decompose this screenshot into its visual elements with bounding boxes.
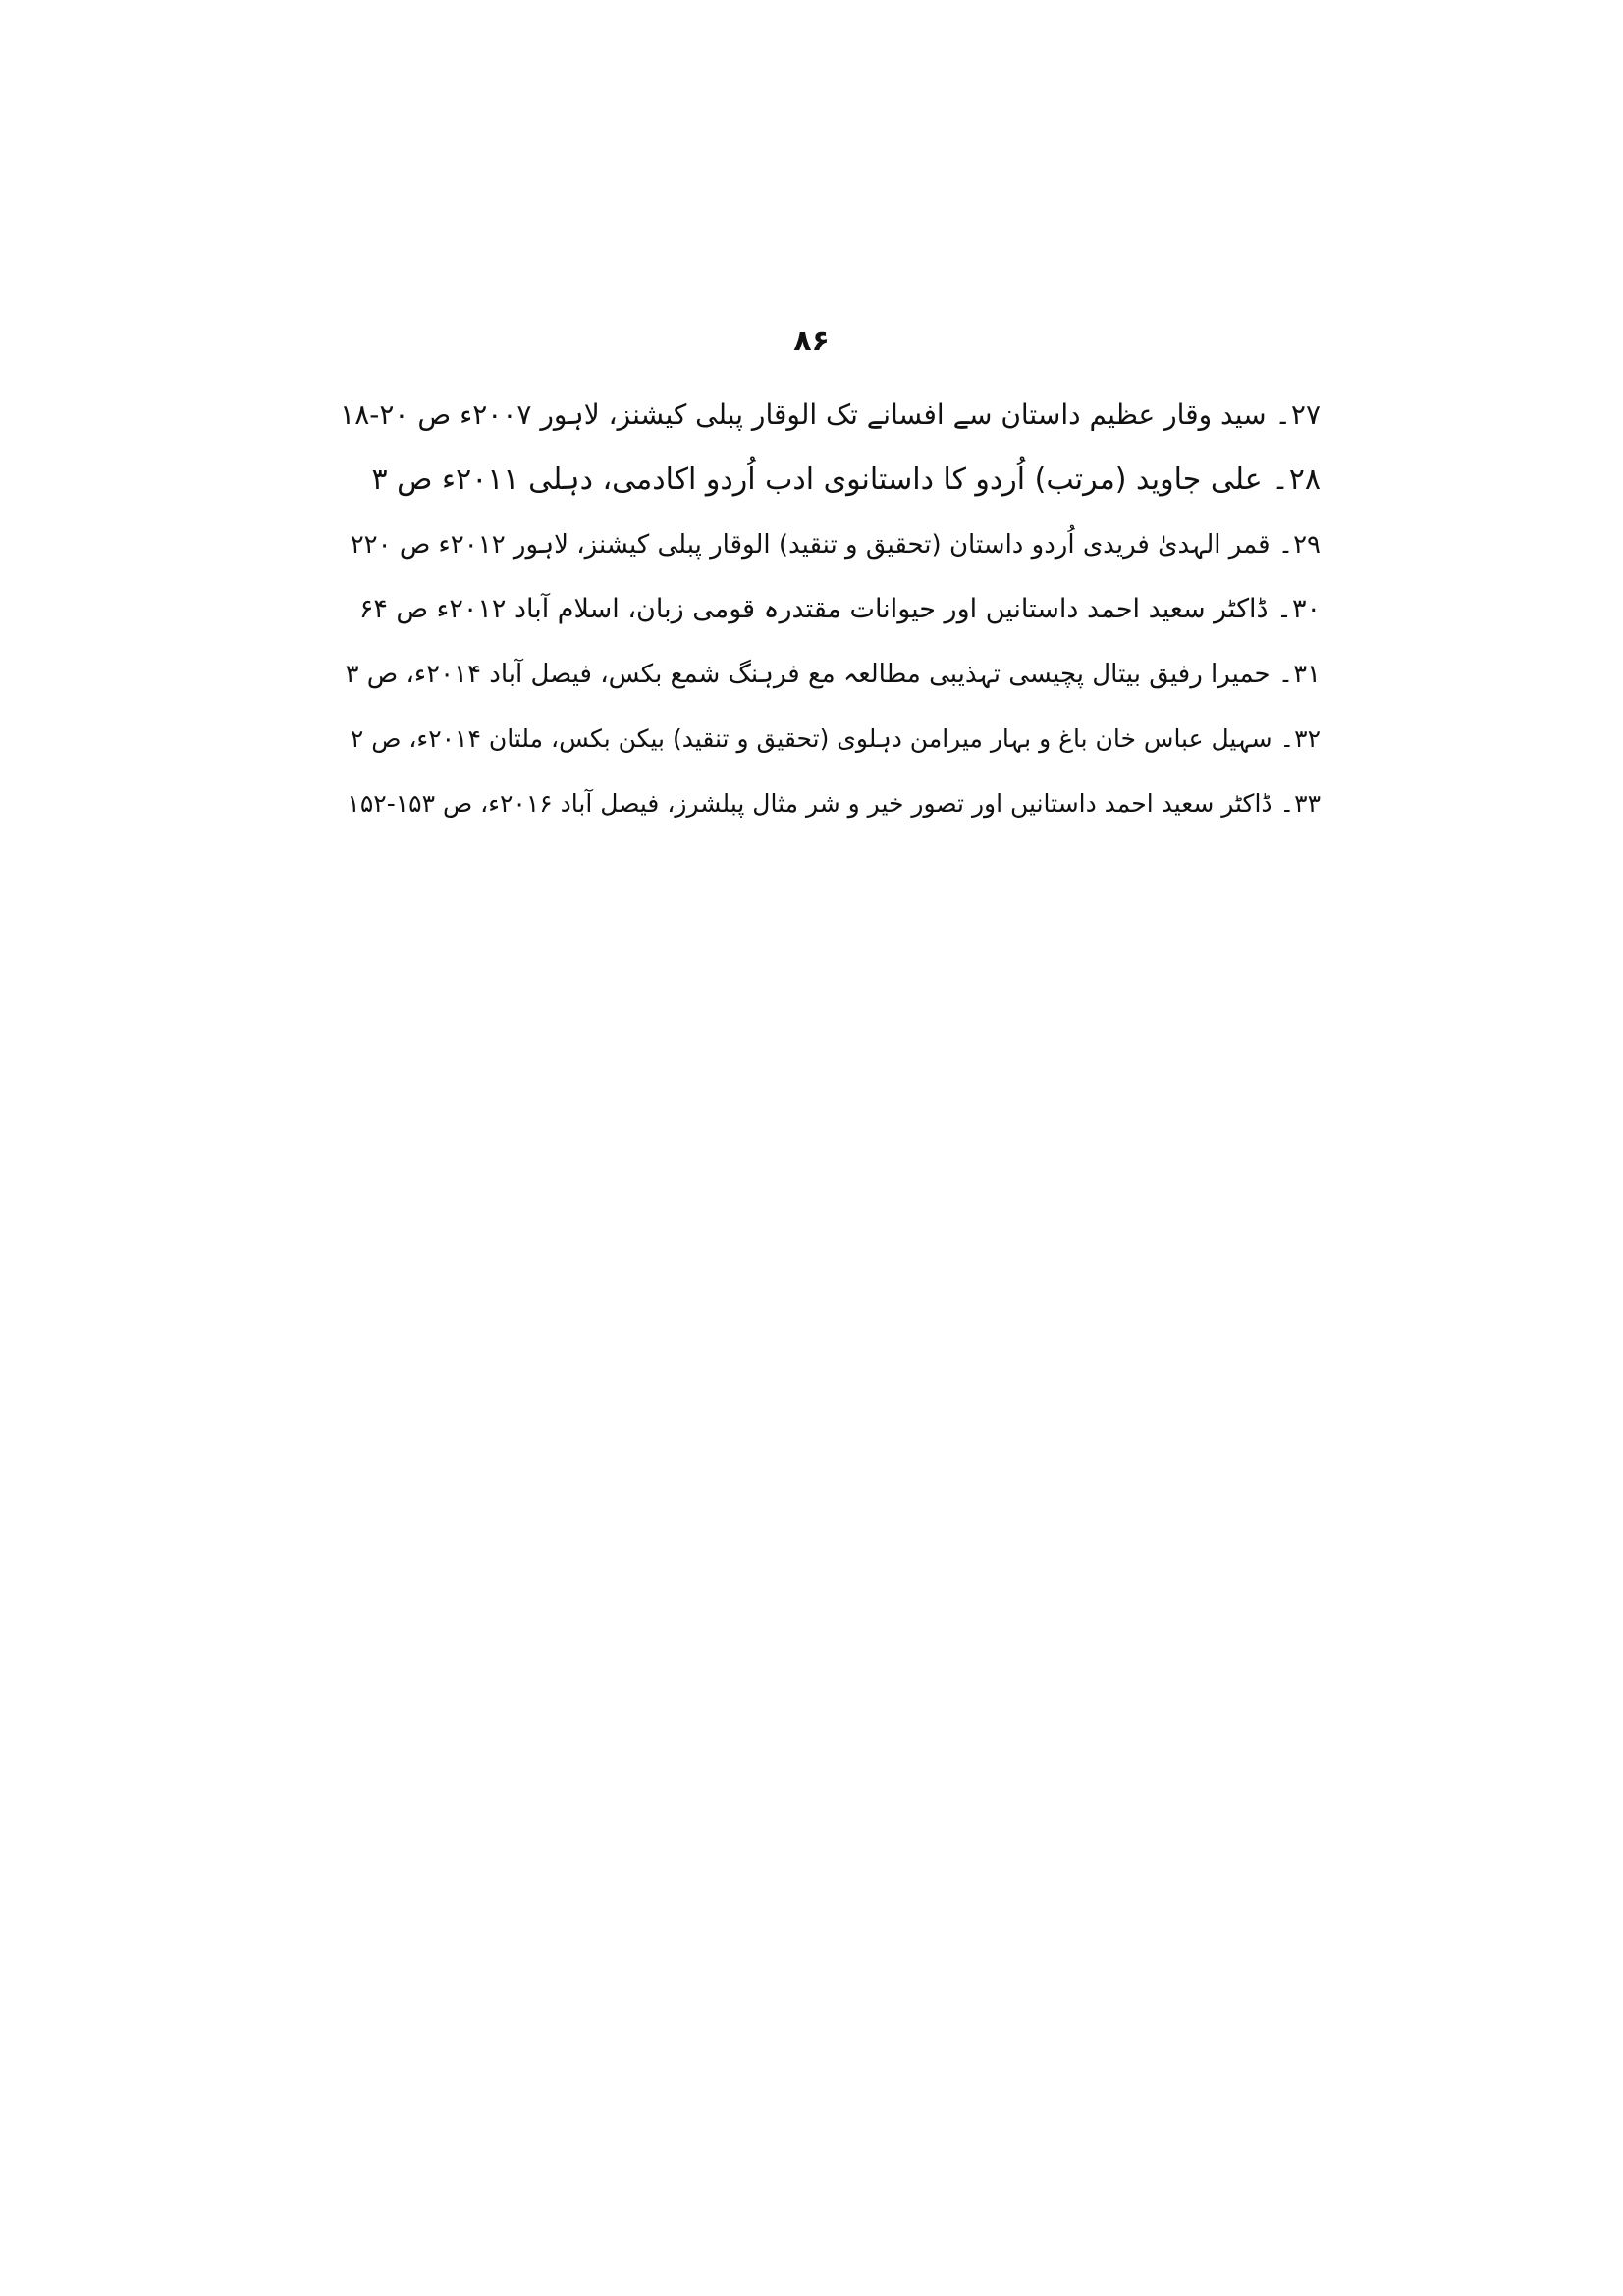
reference-item-33: ۳۳۔ ڈاکٹر سعید احمد داستانیں اور تصور خیر و شر مثال پبلشرز، فیصل آباد ۲۰۱۶ء، ص ۱۵۳-۱۵۲ (347, 789, 1321, 818)
reference-item-29: ۲۹۔ قمر الہدیٰ فریدی اُردو داستان (تحقیق و تنقید) الوقار پبلی کیشنز، لاہور ۲۰۱۲ء ص ۲۲۰ (350, 530, 1321, 560)
page-number: ۸۶ (793, 324, 830, 358)
reference-item-27: ۲۷۔ سید وقار عظیم داستان سے افسانے تک الوقار پبلی کیشنز، لاہور ۲۰۰۷ء ص ۲۰-۱۸ (340, 399, 1321, 431)
reference-list (334, 383, 1321, 836)
reference-item-28: ۲۸۔ علی جاوید (مرتب) اُردو کا داستانوی ادب اُردو اکادمی، دہلی ۲۰۱۱ء ص ۳ (371, 462, 1321, 497)
reference-item-31: ۳۱۔ حمیرا رفیق بیتال پچیسی تہذیبی مطالعہ مع فرہنگ شمع بکس، فیصل آباد ۲۰۱۴ء، ص ۳ (345, 660, 1321, 689)
reference-item-32: ۳۲۔ سہیل عباس خان باغ و بہار میرامن دہلوی (تحقیق و تنقید) بیکن بکس، ملتان ۲۰۱۴ء، ص ۲ (350, 724, 1321, 753)
reference-item-30: ۳۰۔ ڈاکٹر سعید احمد داستانیں اور حیوانات مقتدرہ قومی زبان، اسلام آباد ۲۰۱۲ء ص ۶۴ (358, 594, 1321, 624)
